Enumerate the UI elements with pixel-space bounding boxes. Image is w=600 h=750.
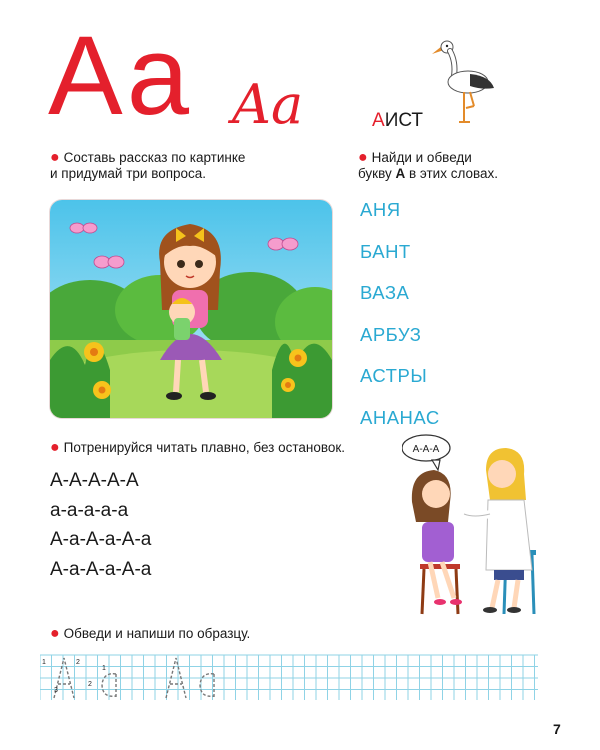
word-item: БАНТ (360, 240, 411, 262)
writing-practice-grid[interactable] (40, 654, 540, 702)
script-letters-aa: Aa (232, 73, 304, 136)
syllable-lines (50, 470, 151, 588)
instruction-story-line2: и придумай три вопроса. (50, 166, 207, 181)
syllable-line: А-а-А-а-А-а (50, 529, 152, 550)
word-item: АНАНАС (360, 406, 440, 428)
syllable-line: А-А-А-А-А (50, 470, 139, 491)
instruction-find-line1: Найди и обведи (371, 150, 472, 165)
stroke-number: 2 (76, 659, 80, 666)
instruction-read (50, 440, 345, 456)
instruction-story-line1: Составь рассказ по картинке (63, 150, 246, 165)
words-list (360, 198, 440, 447)
word-item: ВАЗА (360, 282, 410, 303)
bullet-dot: ● (358, 149, 368, 166)
doctor-and-girl-illustration (402, 430, 552, 620)
girl-with-doll-picture (50, 200, 332, 418)
stroke-number: 1 (102, 665, 106, 672)
speech-bubble-text: А-А-А (412, 444, 440, 455)
word-aist-first-letter: А (372, 110, 385, 131)
instruction-story (50, 150, 245, 182)
stork-illustration (430, 36, 500, 128)
page-number: 7 (553, 721, 561, 737)
word-item: АСТРЫ (360, 365, 428, 386)
trace-letter-a-lower (200, 674, 214, 698)
stroke-number: 2 (88, 681, 92, 688)
word-item: АРБУЗ (360, 323, 422, 345)
instruction-find-line2c: в этих словах. (405, 166, 499, 181)
syllable-line: А-а-А-а-А-а (50, 558, 152, 580)
instruction-find-letter: А (395, 166, 406, 181)
word-item: АНЯ (360, 199, 401, 220)
instruction-find-line2a: букву (358, 166, 396, 181)
instruction-find (358, 150, 498, 182)
instruction-trace (50, 626, 250, 642)
word-aist-rest: ИСТ (384, 110, 424, 131)
bullet-dot: ● (50, 149, 60, 166)
instruction-read-text: Потренируйся читать плавно, без остановок. (63, 440, 346, 455)
stroke-number: 1 (42, 659, 46, 666)
stroke-number: 3 (54, 687, 58, 694)
bullet-dot: ● (50, 625, 60, 642)
bullet-dot: ● (50, 439, 60, 456)
word-aist (372, 110, 423, 132)
big-letters-aa: Aa (48, 13, 193, 138)
instruction-trace-text: Обведи и напиши по образцу. (63, 626, 251, 641)
syllable-line: а-а-а-а-а (50, 499, 129, 521)
